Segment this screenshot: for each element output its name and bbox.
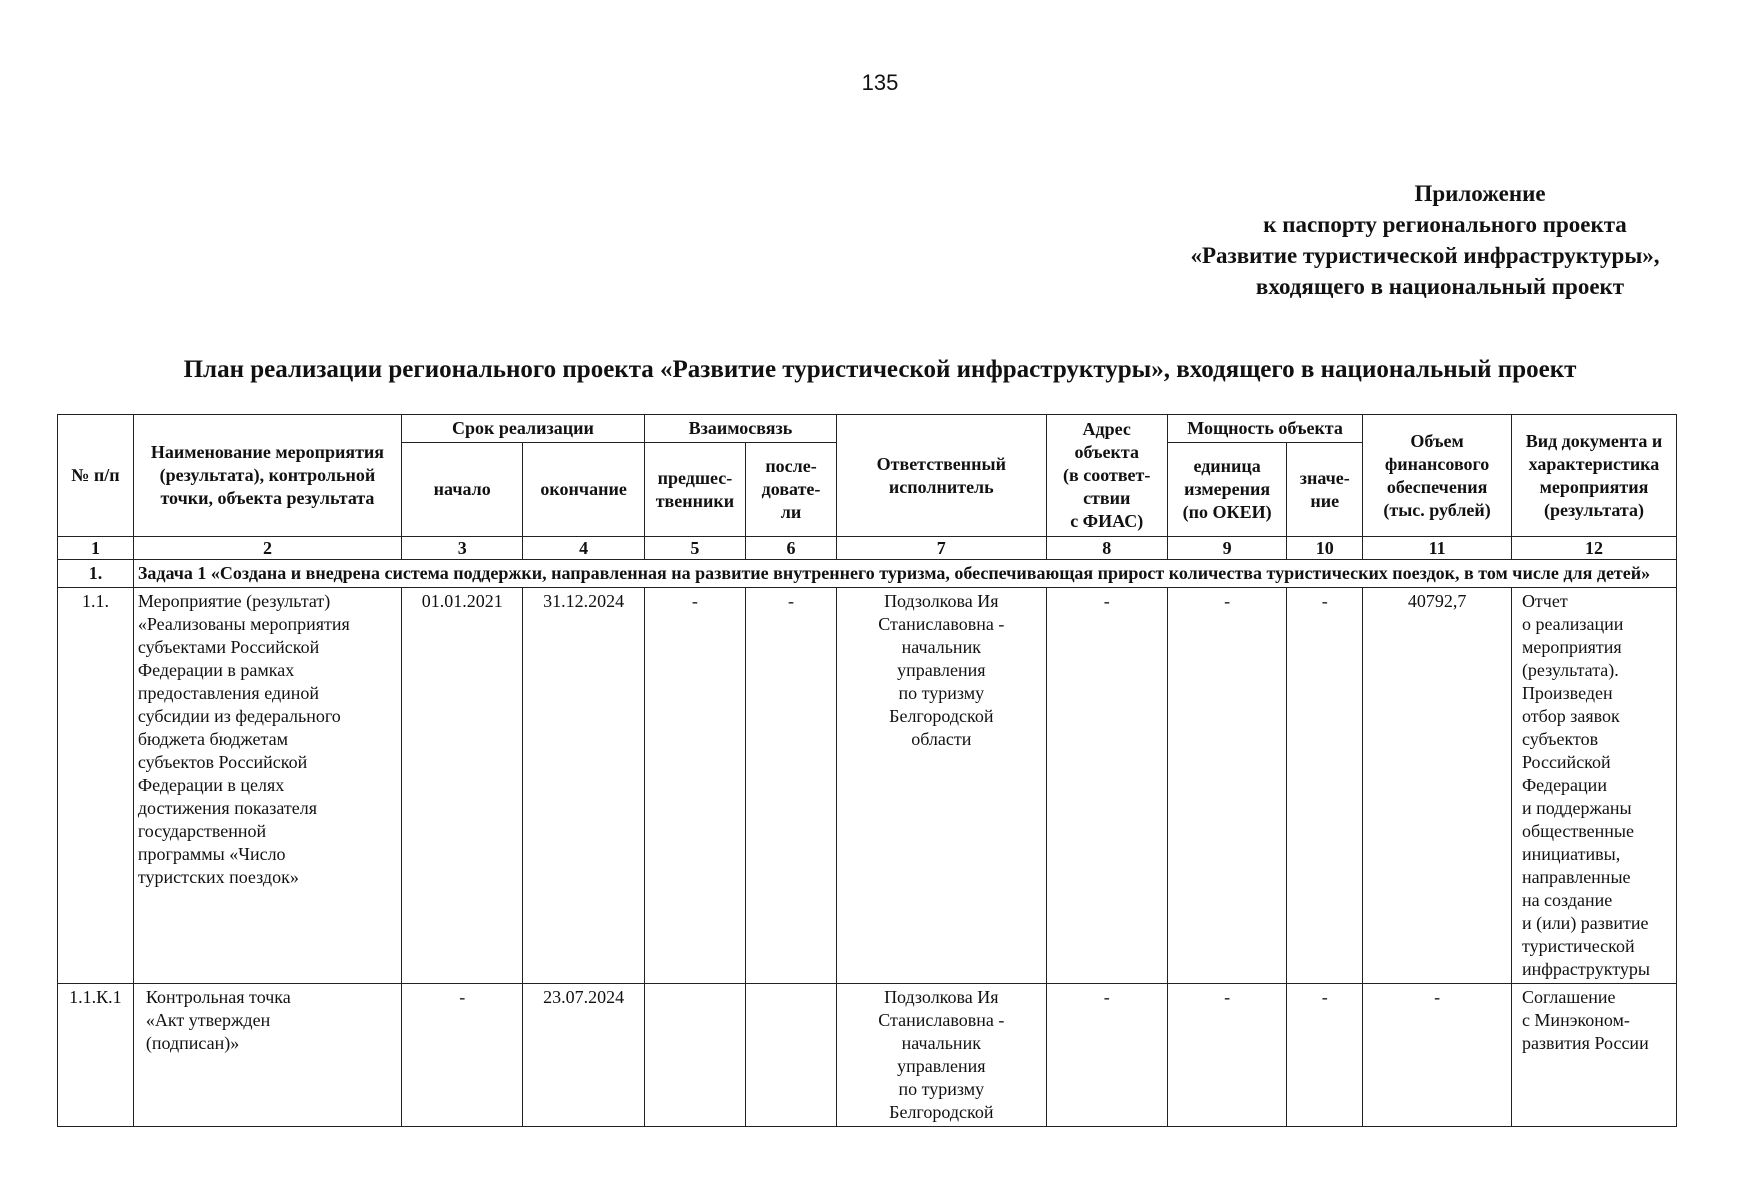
header-term: Срок реализации bbox=[402, 415, 645, 443]
table-row bbox=[58, 984, 1677, 1127]
header-responsible: Ответственный исполнитель bbox=[837, 415, 1046, 537]
row-start: - bbox=[402, 984, 523, 1127]
row-doc: Соглашение с Минэконом- развития России bbox=[1511, 984, 1676, 1127]
header-num: № п/п bbox=[58, 415, 134, 537]
header-address: Адрес объекта (в соответ- ствии с ФИАС) bbox=[1046, 415, 1167, 537]
column-number: 10 bbox=[1287, 537, 1363, 560]
task-row bbox=[58, 560, 1677, 588]
header-term-end: окончание bbox=[523, 443, 644, 537]
column-number: 6 bbox=[746, 537, 837, 560]
row-num: 1.1. bbox=[58, 588, 134, 984]
page-number: 135 bbox=[861, 70, 899, 95]
row-next bbox=[746, 984, 837, 1127]
header-name: Наименование мероприятия (результата), контрольной точки, объекта результата bbox=[133, 415, 401, 537]
row-end: 23.07.2024 bbox=[523, 984, 644, 1127]
header-rel-next: после- довате- ли bbox=[746, 443, 837, 537]
row-unit: - bbox=[1167, 984, 1286, 1127]
appendix-line: входящего в национальный проект bbox=[1255, 274, 1625, 299]
column-number: 9 bbox=[1167, 537, 1286, 560]
row-value: - bbox=[1287, 984, 1363, 1127]
header-capacity: Мощность объекта bbox=[1167, 415, 1362, 443]
row-address: - bbox=[1046, 984, 1167, 1127]
row-value: - bbox=[1287, 588, 1363, 984]
row-finance: - bbox=[1363, 984, 1512, 1127]
header-doc-type: Вид документа и характеристика мероприятия (результата) bbox=[1511, 415, 1676, 537]
column-number: 8 bbox=[1046, 537, 1167, 560]
header-cap-unit: единица измерения (по ОКЕИ) bbox=[1167, 443, 1286, 537]
plan-table bbox=[57, 414, 1677, 1127]
column-number: 7 bbox=[837, 537, 1046, 560]
column-number: 5 bbox=[644, 537, 745, 560]
column-number: 12 bbox=[1511, 537, 1676, 560]
appendix-line: «Развитие туристической инфраструктуры», bbox=[1190, 243, 1660, 268]
row-name: Мероприятие (результат) «Реализованы мероприятия субъектами Российской Федерации в рамках предоставления единой субсидии из федерального бюджета бюджетам субъектов Российской Федерации в целях достижения показателя государственной программы «Число туристских поездок» bbox=[133, 588, 401, 984]
task-text: Задача 1 «Создана и внедрена система поддержки, направленная на развитие внутреннего туризма, обеспечивающая прирост количества туристических поездок, в том числе для детей» bbox=[133, 560, 1676, 588]
table-row bbox=[58, 588, 1677, 984]
row-unit: - bbox=[1167, 588, 1286, 984]
task-num: 1. bbox=[58, 560, 134, 588]
row-responsible: Подзолкова Ия Станиславовна - начальник управления по туризму Белгородской области bbox=[837, 588, 1046, 984]
header-term-start: начало bbox=[402, 443, 523, 537]
row-prev: - bbox=[644, 588, 745, 984]
row-name: Контрольная точка «Акт утвержден (подписан)» bbox=[133, 984, 401, 1127]
column-number: 3 bbox=[402, 537, 523, 560]
header-cap-value: значе- ние bbox=[1287, 443, 1363, 537]
row-doc: Отчет о реализации мероприятия (результата). Произведен отбор заявок субъектов Российской Федерации и поддержаны общественные инициативы, направленные на создание и (или) развитие туристической инфраструктуры bbox=[1511, 588, 1676, 984]
row-num: 1.1.К.1 bbox=[58, 984, 134, 1127]
column-number: 1 bbox=[58, 537, 134, 560]
header-rel-prev: предшес- твенники bbox=[644, 443, 745, 537]
row-prev bbox=[644, 984, 745, 1127]
row-next: - bbox=[746, 588, 837, 984]
header-finance: Объем финансового обеспечения (тыс. рублей) bbox=[1363, 415, 1512, 537]
row-responsible: Подзолкова Ия Станиславовна - начальник управления по туризму Белгородской bbox=[837, 984, 1046, 1127]
column-number: 2 bbox=[133, 537, 401, 560]
document-title: План реализации регионального проекта «Развитие туристической инфраструктуры», входящего в национальный проект bbox=[183, 356, 1577, 383]
header-relation: Взаимосвязь bbox=[644, 415, 836, 443]
appendix-line: Приложение bbox=[1414, 181, 1546, 206]
row-end: 31.12.2024 bbox=[523, 588, 644, 984]
row-finance: 40792,7 bbox=[1363, 588, 1512, 984]
row-address: - bbox=[1046, 588, 1167, 984]
column-number: 4 bbox=[523, 537, 644, 560]
row-start: 01.01.2021 bbox=[402, 588, 523, 984]
appendix-line: к паспорту регионального проекта bbox=[1263, 212, 1627, 237]
column-number: 11 bbox=[1363, 537, 1512, 560]
appendix-heading bbox=[1100, 178, 1720, 302]
